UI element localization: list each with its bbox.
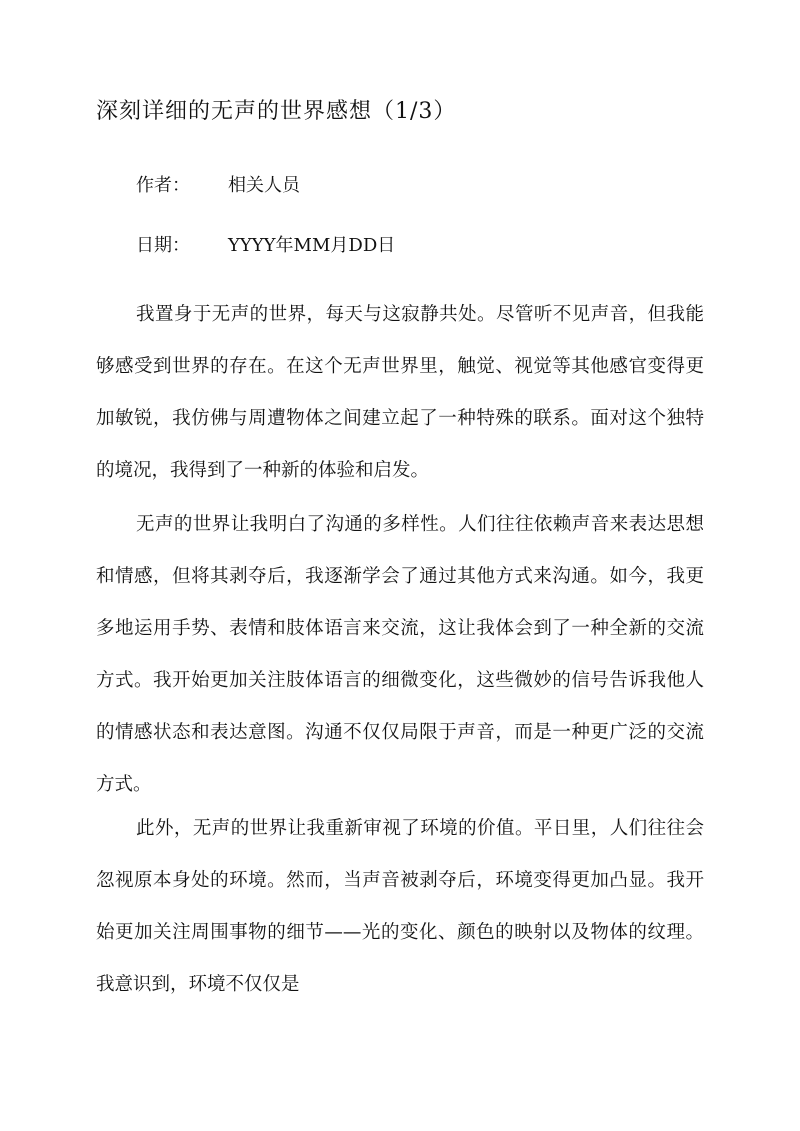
- author-value: 相关人员: [228, 175, 300, 196]
- body-paragraph: 此外，无声的世界让我重新审视了环境的价值。平日里，人们往往会忽视原本身处的环境。然而，当声音被剥夺后，环境变得更加凸显。我开始更加关注周围事物的细节——光的变化、颜色的映射以及物体的纹理。我意识到，环境不仅仅是: [96, 818, 704, 995]
- author-line: [136, 172, 300, 200]
- document-title: 深刻详细的无声的世界感想（1/3）: [96, 99, 457, 124]
- date-value: YYYY年MM月DD日: [228, 235, 396, 256]
- body-paragraph: 无声的世界让我明白了沟通的多样性。人们往往依赖声音来表达思想和情感，但将其剥夺后，我逐渐学会了通过其他方式来沟通。如今，我更多地运用手势、表情和肢体语言来交流，这让我体会到了一种全新的交流方式。我开始更加关注肢体语言的细微变化，这些微妙的信号告诉我他人的情感状态和表达意图。沟通不仅仅局限于声音，而是一种更广泛的交流方式。: [96, 514, 704, 795]
- author-label: 作者：: [136, 175, 190, 196]
- date-line: [136, 232, 395, 260]
- date-label: 日期：: [136, 235, 190, 256]
- body-paragraph: 我置身于无声的世界，每天与这寂静共处。尽管听不见声音，但我能够感受到世界的存在。在这个无声世界里，触觉、视觉等其他感官变得更加敏锐，我仿佛与周遭物体之间建立起了一种特殊的联系。面对这个独特的境况，我得到了一种新的体验和启发。: [96, 304, 704, 481]
